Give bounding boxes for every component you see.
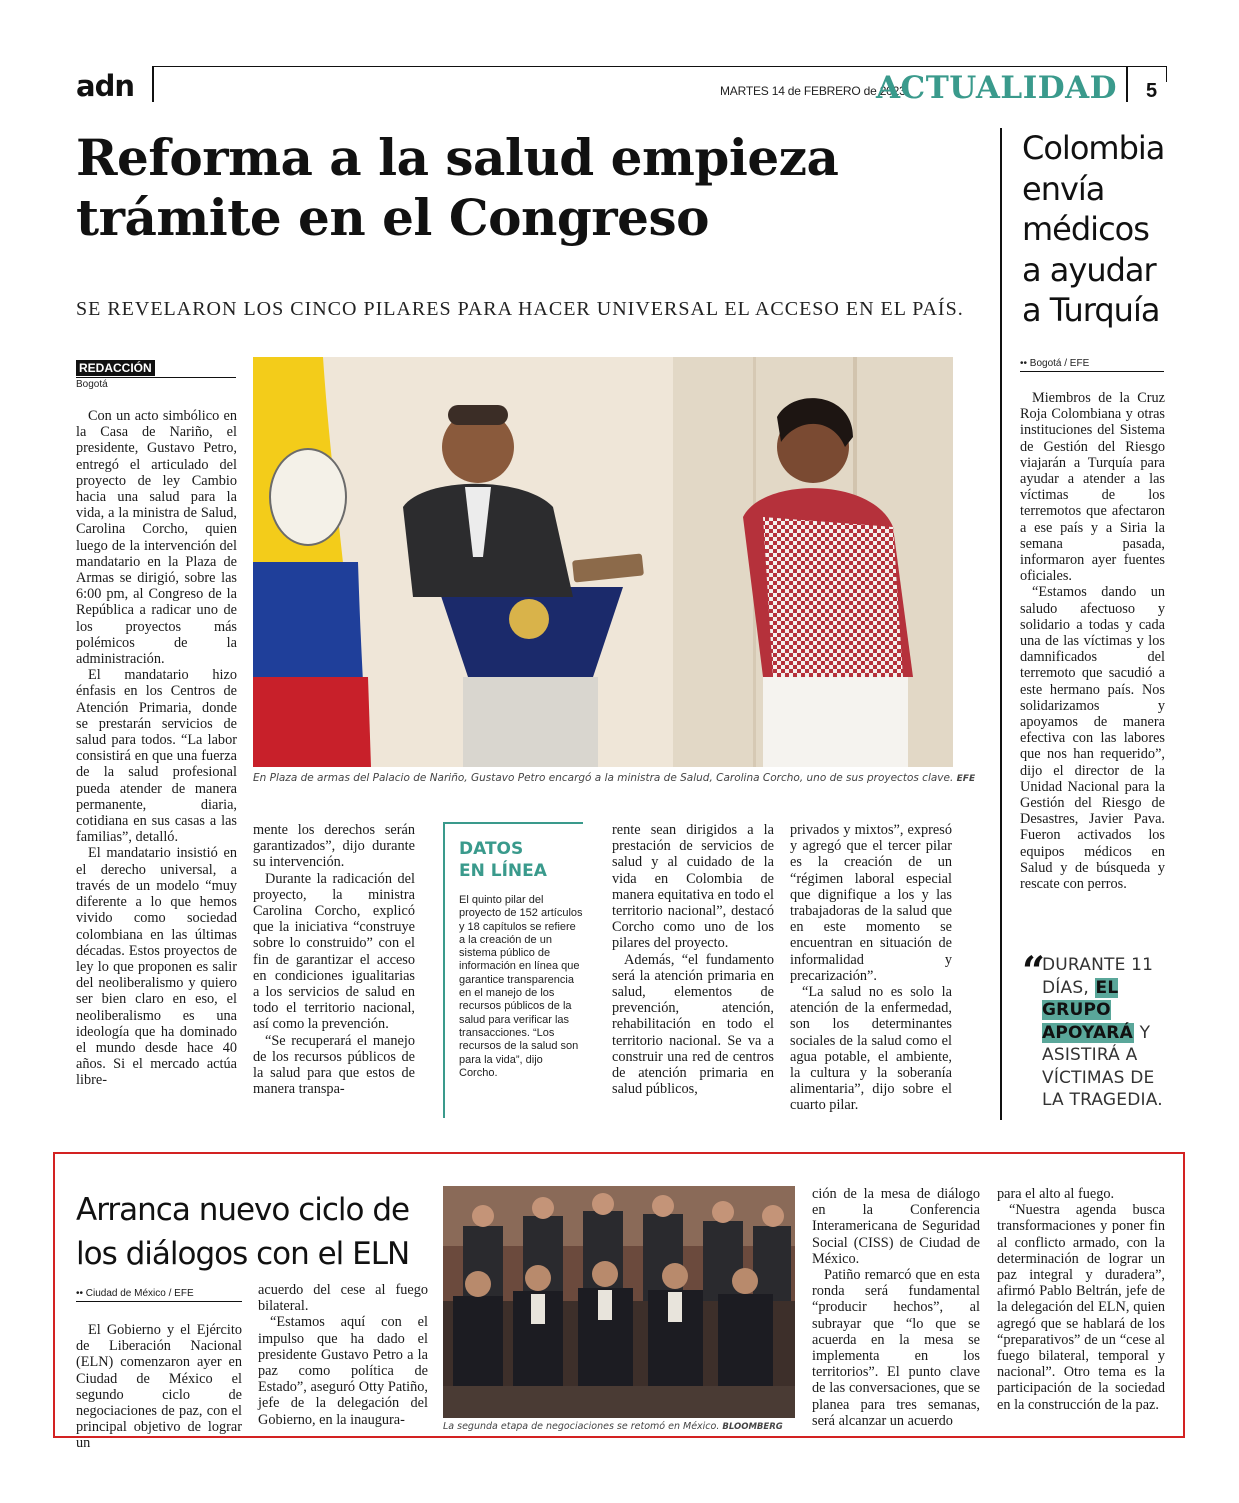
eln-headline-line-2: los diálogos con el ELN — [76, 1236, 410, 1272]
sidebar-headline-line: envía — [1022, 169, 1105, 208]
paragraph: Durante la radicación del proyecto, la ministra Carolina Corcho, explicó que la iniciativa “construye sobre lo construido” con el fin de garantizar el acceso en condiciones igualitarias a los servicios de salud en todo el territorio nacional, así como la prevención. — [253, 870, 415, 1033]
sidebar-headline-line: a Turquía — [1022, 291, 1160, 329]
main-column-1 — [76, 408, 237, 1089]
paragraph: El mandatario hizo énfasis en los Centros de Atención Primaria, donde se prestarán servicios de salud para todos. “La labor consistirá en que una fuerza de la salud profesional pueda atender de manera permanente, diaria, cotidiana en sus casas a las familias”, detalló. — [76, 667, 237, 846]
quote-post: Y ASISTIRÁ A VÍCTIMAS DE LA TRAGEDIA. — [1042, 1022, 1163, 1110]
paragraph: Además, “el fundamento será la atención primaria en salud, elementos de prevención, atención, rehabilitación en todo el territorio nacional. Se va a construir una red de centros de atención primaria en salud públicos, — [612, 951, 774, 1098]
photo-credit: BLOOMBERG — [722, 1422, 783, 1432]
header-rule — [152, 66, 1166, 67]
paragraph: “La salud no es solo la atención de la enfermedad, son los determinantes sociales de la salud como el agua potable, el ambiente, la cultura y la soberanía alimentaria”, dijo sobre el cuarto pilar. — [790, 984, 952, 1114]
paragraph: acuerdo del cese al fuego bilateral. — [258, 1282, 428, 1315]
issue-date: MARTES 14 de FEBRERO de 2023 — [720, 84, 906, 98]
quote-highlight: EL GRUPO APOYARÁ — [1042, 977, 1133, 1043]
sidebar-byline-text: Bogotá / EFE — [1029, 358, 1090, 369]
main-column-3 — [612, 822, 774, 1097]
section-name: ACTUALIDAD — [876, 70, 1118, 106]
bullet-icon: •• — [76, 1288, 86, 1299]
datos-title-line-1: DATOS — [459, 839, 524, 859]
paragraph: Patiño remarcó que en esta ronda será fundamental “producir hechos”, al subrayar que “lo que se acuerda en la mesa se implementa en los territorios”. El punto clave de las conversaciones, que se planea para tres semanas, será alcanzar un acuerdo — [812, 1267, 980, 1429]
negotiators-photo-illustration — [443, 1186, 795, 1418]
logo-divider — [152, 66, 154, 102]
byline-city: Bogotá — [76, 379, 108, 390]
datos-en-linea-box — [443, 822, 583, 1118]
main-column-4 — [790, 822, 952, 1114]
datos-text: El quinto pilar del proyecto de 152 artículos y 18 capítulos se refiere a la creación de un sistema público de información en línea que garantice transparencia en el manejo de los recursos públicos de la salud para verificar las transacciones. “Los recursos de la salud son para la vida”, dijo Corcho. — [459, 894, 583, 1079]
eln-headline-line-1: Arranca nuevo ciclo de — [76, 1192, 410, 1228]
eln-column-3 — [812, 1186, 980, 1429]
paragraph: “Estamos dando un saludo afectuoso y solidario a todas y cada una de las víctimas y los damnificados del terremoto que sacudió a este hermano país. Nos solidarizamos y apoyamos de manera efectiva con las labores que nos han requerido”, dijo el director de la Unidad Nacional para la Gestión del Riesgo de Desastres, Javier Pava. Fueron activados los equipos médicos en Salud y de búsqueda y rescate con perros. — [1020, 584, 1165, 893]
header-end-rule — [1166, 66, 1167, 82]
bullet-icon: •• — [1020, 358, 1030, 369]
eln-byline — [76, 1288, 242, 1302]
paragraph: rente sean dirigidos a la prestación de servicios de salud y al cuidado de la vida en Colombia de manera equitativa en todo el territorio nacional”, destacó Corcho como uno de los pilares del proyecto. — [612, 822, 774, 952]
sidebar-divider — [1000, 128, 1002, 1120]
main-photo — [253, 357, 953, 767]
photo-credit: EFE — [956, 774, 976, 784]
caption-text: En Plaza de armas del Palacio de Nariño, Gustavo Petro encargó a la ministra de Salud, Carolina Corcho, uno de sus proyectos clave. — [253, 772, 954, 784]
paragraph: El Gobierno y el Ejército de Liberación Nacional (ELN) comenzaron ayer en Ciudad de México el segundo ciclo de negociaciones de paz, con el principal objetivo de lograr un — [76, 1322, 242, 1452]
paragraph: mente los derechos serán garantizados”, dijo durante su intervención. — [253, 822, 415, 871]
pull-quote — [1042, 954, 1172, 1112]
eln-photo — [443, 1186, 795, 1418]
section-divider — [1126, 66, 1128, 102]
byline-tag: REDACCIÓN — [76, 360, 155, 376]
ceremony-photo-illustration — [253, 357, 953, 767]
headline-line-2: trámite en el Congreso — [76, 188, 709, 247]
paragraph: “Estamos aquí con el impulso que ha dado el presidente Gustavo Petro a la paz como política de Estado”, aseguró Otty Patiño, jefe de la delegación del Gobierno, en la inaugura- — [258, 1314, 428, 1428]
paragraph: El mandatario insistió en el derecho universal, a través de un modelo “muy diferente a lo que hemos vivido como sociedad colombiana en las últimas décadas. Estos proyectos de ley lo que proponen es salir del neoliberalismo y quiero ser bien claro en eso, el neoliberalismo es una ideología que ha dominado el mundo desde hace 40 años. Si el mercado actúa libre- — [76, 845, 237, 1089]
sidebar-headline — [1022, 128, 1172, 331]
paragraph: Miembros de la Cruz Roja Colombiana y otras instituciones del Sistema de Gestión del Riesgo viajarán a Turquía para ayudar a atender a las víctimas de los terremotos que afectaron a ese país y a Siria la semana pasada, informaron ayer fuentes oficiales. — [1020, 390, 1165, 585]
sidebar-body — [1020, 390, 1165, 892]
caption-text: La segunda etapa de negociaciones se retomó en México. — [443, 1421, 720, 1432]
page-number: 5 — [1146, 80, 1158, 102]
sidebar-headline-line: médicos — [1022, 210, 1149, 248]
quote-pre: DURANTE 11 DÍAS, — [1042, 955, 1154, 998]
quote-mark-icon: “ — [1022, 948, 1046, 995]
byline-rule — [76, 377, 236, 378]
sidebar-headline-line: Colombia — [1022, 129, 1165, 167]
headline-line-1: Reforma a la salud empieza — [76, 128, 839, 187]
sidebar-headline-line: a ayudar — [1022, 250, 1156, 289]
main-headline — [76, 128, 986, 248]
paragraph: Con un acto simbólico en la Casa de Nariño, el presidente, Gustavo Petro, entregó el articulado del proyecto de ley Cambio hacia una salud para la vida, a la ministra de Salud, Carolina Corcho, quien luego de la intervención del mandatario en la Plaza de Armas se dirigió, sobre las 6:00 pm, al Congreso de la República a radicar uno de los proyectos más polémicos de la administración. — [76, 408, 237, 668]
paragraph: para el alto al fuego. — [997, 1186, 1115, 1202]
eln-photo-caption — [443, 1421, 795, 1432]
eln-column-4 — [997, 1186, 1165, 1413]
eln-column-1 — [76, 1322, 242, 1452]
eln-headline — [76, 1188, 436, 1276]
main-kicker: SE REVELARON LOS CINCO PILARES PARA HACER UNIVERSAL EL ACCESO EN EL PAÍS. — [76, 298, 964, 320]
eln-byline-text: Ciudad de México / EFE — [85, 1288, 194, 1299]
paragraph: “Se recuperará el manejo de los recursos públicos de la salud para que estos de manera transpa- — [253, 1032, 415, 1098]
sidebar-byline — [1020, 358, 1164, 372]
datos-title-line-2: EN LÍNEA — [459, 861, 547, 881]
paragraph: “Nuestra agenda busca transformaciones y poner fin al conflicto armado, con la determinación de lograr un paz integral y duradera”, afirmó Pablo Beltrán, jefe de la delegación del ELN, quien agregó que se hablará de los “preparativos” de un “cese al fuego bilateral, temporal y nacional”. Otro tema es la participación de la sociedad en la construcción de la paz. — [997, 1202, 1165, 1413]
adn-logo: adn — [76, 69, 134, 103]
main-photo-caption — [253, 772, 976, 784]
paragraph: ción de la mesa de diálogo en la Conferencia Interamericana de Seguridad Social (CISS) de Ciudad de México. — [812, 1186, 980, 1267]
datos-title — [459, 838, 583, 882]
paragraph: privados y mixtos”, expresó y agregó que el tercer pilar es la creación de un “régimen laboral especial que dignifique a los y las trabajadoras de la salud que en este momento se encuentran en situación de informalidad y precarización”. — [790, 822, 952, 984]
eln-column-2 — [258, 1282, 428, 1428]
main-column-2 — [253, 822, 415, 1097]
